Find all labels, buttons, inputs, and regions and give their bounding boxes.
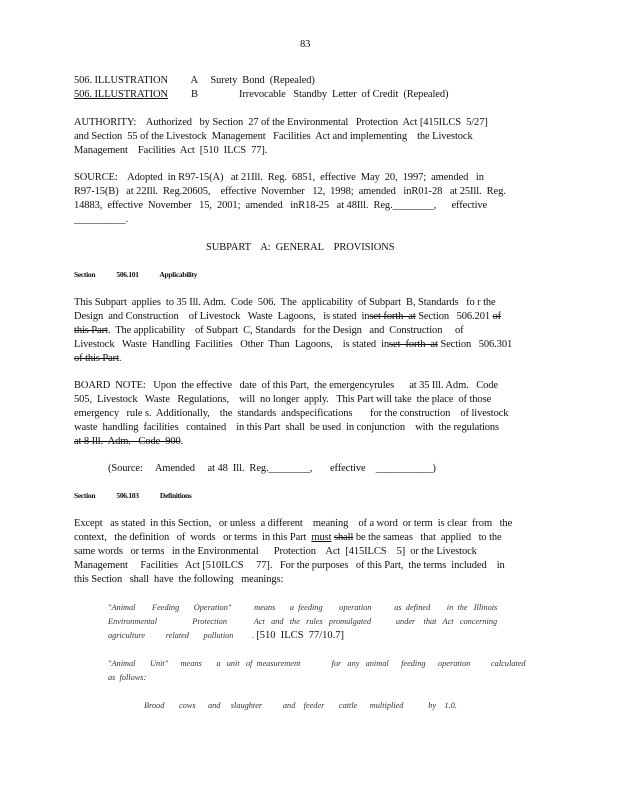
def-afo-line-3 (108, 628, 344, 643)
applicability-text: . (118, 353, 122, 364)
board-note-line-4: waste handling facilities contained in this Part shall be used in conjunction with the regulations (74, 422, 500, 433)
applicability-text: Section 506.301 (437, 339, 513, 350)
illustration-b-letter: B (191, 89, 198, 100)
struck-text: of this Part (74, 353, 119, 364)
def-afo-line-1: "Animal Feeding Operation" means a feeding operation as defined in the Illinois (108, 603, 498, 612)
source-line-1: SOURCE: Adopted in R97-15(A) at 21Ill. Reg. 6851, effective May 20, 1997; amended in (74, 172, 484, 183)
applicability-text: Section 506.201 (415, 311, 493, 322)
authority-line-3: Management Facilities Act [510 ILCS 77]. (74, 145, 268, 156)
page-number: 83 (300, 39, 311, 50)
subpart-heading: SUBPART A: GENERAL PROVISIONS (206, 242, 395, 253)
section-101-number: 506.101 (116, 270, 139, 279)
board-note-line-2: 505, Livestock Waste Regulations, will no longer apply. This Part will take the place of those (74, 394, 492, 405)
illustration-b-title: Irrevocable Standby Letter of Credit (Repealed) (239, 89, 449, 100)
source-line-4: __________. (74, 214, 129, 225)
section-103-number: 506.103 (116, 491, 139, 500)
def-afo-line-2: Environmental Protection Act and the rules promulgated under that Act concerning (108, 617, 498, 626)
section-101-heading (74, 270, 197, 279)
applicability-line-5 (74, 352, 121, 366)
definitions-line-5: this Section shall have the following meanings: (74, 574, 284, 585)
applicability-text: . The applicability of Subpart C, Standards for the Design and Construction of (107, 325, 464, 336)
illustration-a-num: 506. ILLUSTRATION (74, 75, 168, 86)
board-note-line-5 (74, 435, 183, 449)
def-au-line-2: as follows: (108, 673, 147, 682)
illustration-a (74, 74, 315, 88)
def-afo-text: agriculture related pollution . (108, 631, 257, 640)
definitions-line-1: Except as stated in this Section, or unless a different meaning of a word or term is clear from the (74, 518, 513, 529)
struck-text: shall (333, 532, 354, 543)
definitions-line-2 (74, 531, 502, 545)
source-line-3: 14883, effective November 15, 2001; amended inR18-25 at 48Ill. Reg.________, effective (74, 200, 488, 211)
section-101-label: Section (74, 270, 96, 279)
applicability-line-4 (74, 338, 512, 352)
board-note-line-1: BOARD NOTE: Upon the effective date of this Part, the emergencyrules at 35 Ill. Adm. Code (74, 380, 498, 391)
source-line-2: R97-15(B) at 22Ill. Reg.20605, effective November 12, 1998; amended inR01-28 at 25Ill. Reg. (74, 186, 506, 197)
struck-text: this Part (74, 325, 108, 336)
definitions-line-4: Management Facilities Act [510ILCS 77]. For the purposes of this Part, the terms included in (74, 560, 505, 571)
applicability-line-1: This Subpart applies to 35 Ill. Adm. Code 506. The applicability of Subpart B, Standards fo r the (74, 297, 496, 308)
struck-text: of (492, 311, 502, 322)
illustration-a-title: Surety Bond (Repealed) (210, 75, 315, 86)
struck-text: at 8 Ill. Adm. Code 900 (74, 436, 181, 447)
applicability-line-3 (74, 324, 464, 338)
source-note: (Source: Amended at 48 Ill. Reg.________, effective ___________) (108, 463, 436, 474)
brood-cows-line: Brood cows and slaughter and feeder cattle multiplied by 1.0. (144, 701, 457, 710)
def-au-line-1: "Animal Unit" means a unit of measurement for any animal feeding operation calculated (108, 659, 526, 668)
applicability-text: Design and Construction of Livestock Waste Lagoons, is stated in (74, 311, 370, 322)
board-note-text: . (180, 436, 184, 447)
authority-line-1: AUTHORITY: Authorized by Section 27 of the Environmental Protection Act [415ILCS 5/27] (74, 117, 488, 128)
board-note-line-3: emergency rule s. Additionally, the standards andspecifications for the construction of livestock (74, 408, 509, 419)
illustration-a-letter: A (190, 75, 198, 86)
def-afo-citation: [510 ILCS 77/10.7] (256, 630, 345, 641)
struck-text: set forth at (389, 339, 438, 350)
section-103-label: Section (74, 491, 96, 500)
section-103-title: Definitions (159, 491, 192, 500)
inserted-text: must (311, 532, 332, 543)
illustration-b (74, 88, 448, 102)
definitions-line-3: same words or terms in the Environmental Protection Act [415ILCS 5] or the Livestock (74, 546, 477, 557)
section-101-title: Applicability (159, 270, 198, 279)
section-103-heading (74, 491, 192, 500)
definitions-text: context, the definition of words or terms in this Part (74, 532, 312, 543)
illustration-b-num: 506. ILLUSTRATION (74, 89, 168, 100)
applicability-line-2 (74, 310, 501, 324)
struck-text: set forth at (369, 311, 416, 322)
applicability-text: Livestock Waste Handling Facilities Other Than Lagoons, is stated in (74, 339, 390, 350)
authority-line-2: and Section 55 of the Livestock Management Facilities Act and implementing the Livestock (74, 131, 473, 142)
definitions-text: be the sameas that applied to the (353, 532, 502, 543)
